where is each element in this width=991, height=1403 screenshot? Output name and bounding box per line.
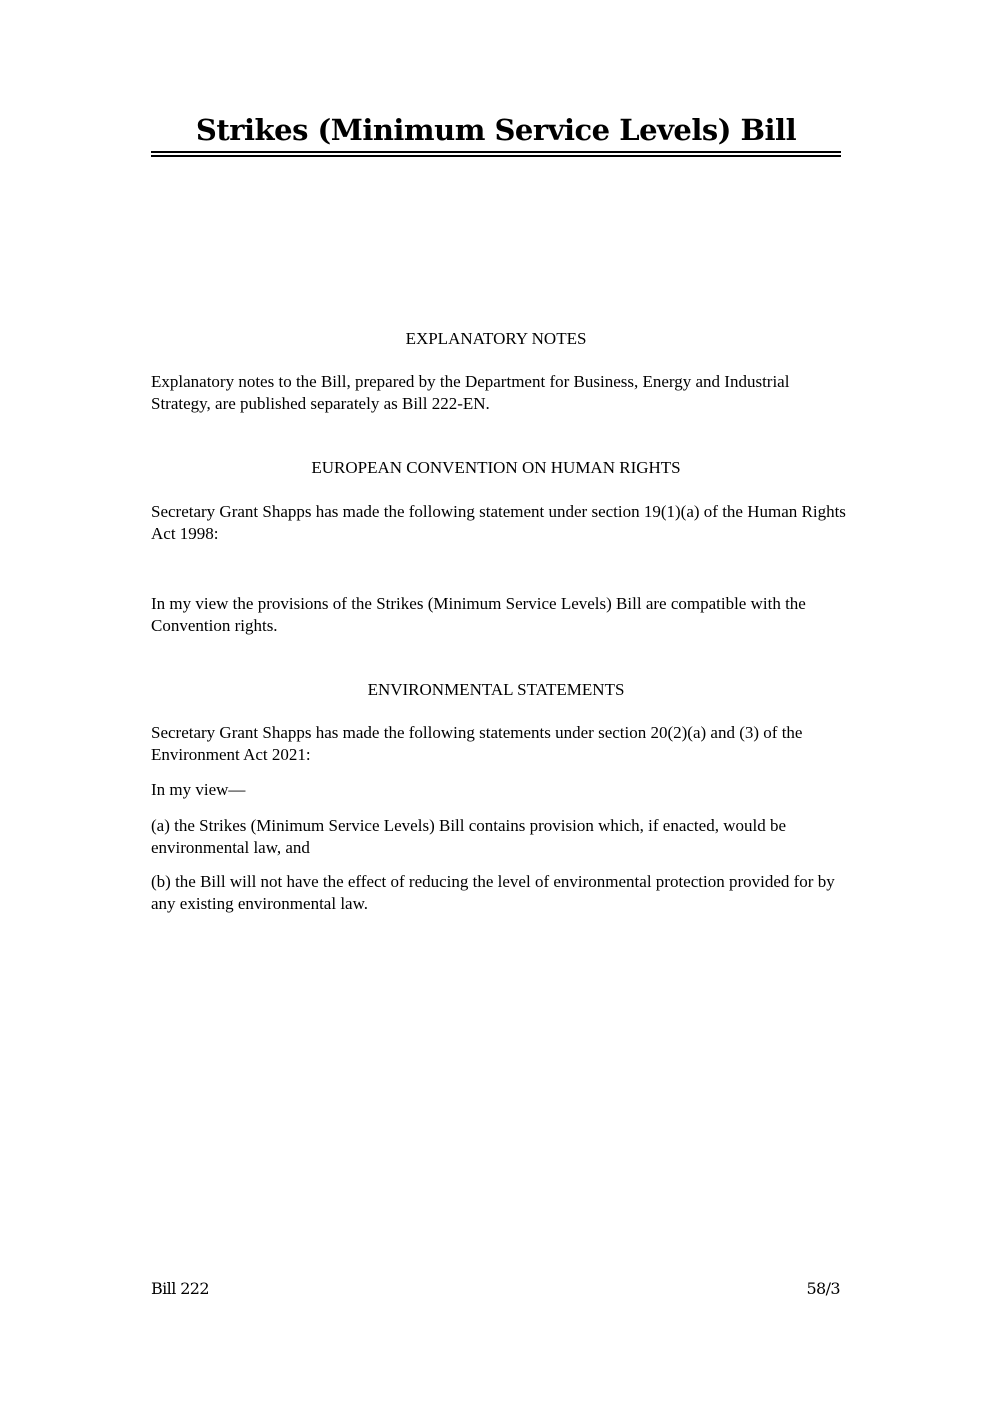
heading-environmental-statements: ENVIRONMENTAL STATEMENTS — [367, 680, 625, 699]
title-rule-bottom — [151, 155, 841, 157]
footer-print-reference: 58/3 — [806, 1279, 840, 1298]
echr-compatibility-statement: In my view the provisions of the Strikes (Minimum Service Levels) Bill are compatible with the Convention rights. — [151, 594, 806, 635]
title-rule-top — [151, 151, 841, 153]
bill-title: Strikes (Minimum Service Levels) Bill — [195, 113, 797, 147]
environmental-view-lead: In my view— — [151, 780, 246, 799]
explanatory-notes-paragraph: Explanatory notes to the Bill, prepared by the Department for Business, Energy and Industrial Strategy, are published separately as Bill 222-EN. — [151, 372, 790, 413]
footer-bill-number: Bill 222 — [151, 1279, 209, 1298]
echr-statement-intro: Secretary Grant Shapps has made the following statement under section 19(1)(a) of the Human Rights Act 1998: — [151, 502, 846, 543]
environmental-statement-intro: Secretary Grant Shapps has made the following statements under section 20(2)(a) and (3) of the Environment Act 2021: — [151, 723, 803, 764]
environmental-point-b: (b) the Bill will not have the effect of reducing the level of environmental protection provided for by any existing environmental law. — [151, 872, 835, 913]
environmental-point-a: (a) the Strikes (Minimum Service Levels) Bill contains provision which, if enacted, would be environmental law, and — [151, 816, 786, 857]
heading-echr: EUROPEAN CONVENTION ON HUMAN RIGHTS — [311, 458, 681, 477]
heading-explanatory-notes: EXPLANATORY NOTES — [405, 329, 587, 348]
